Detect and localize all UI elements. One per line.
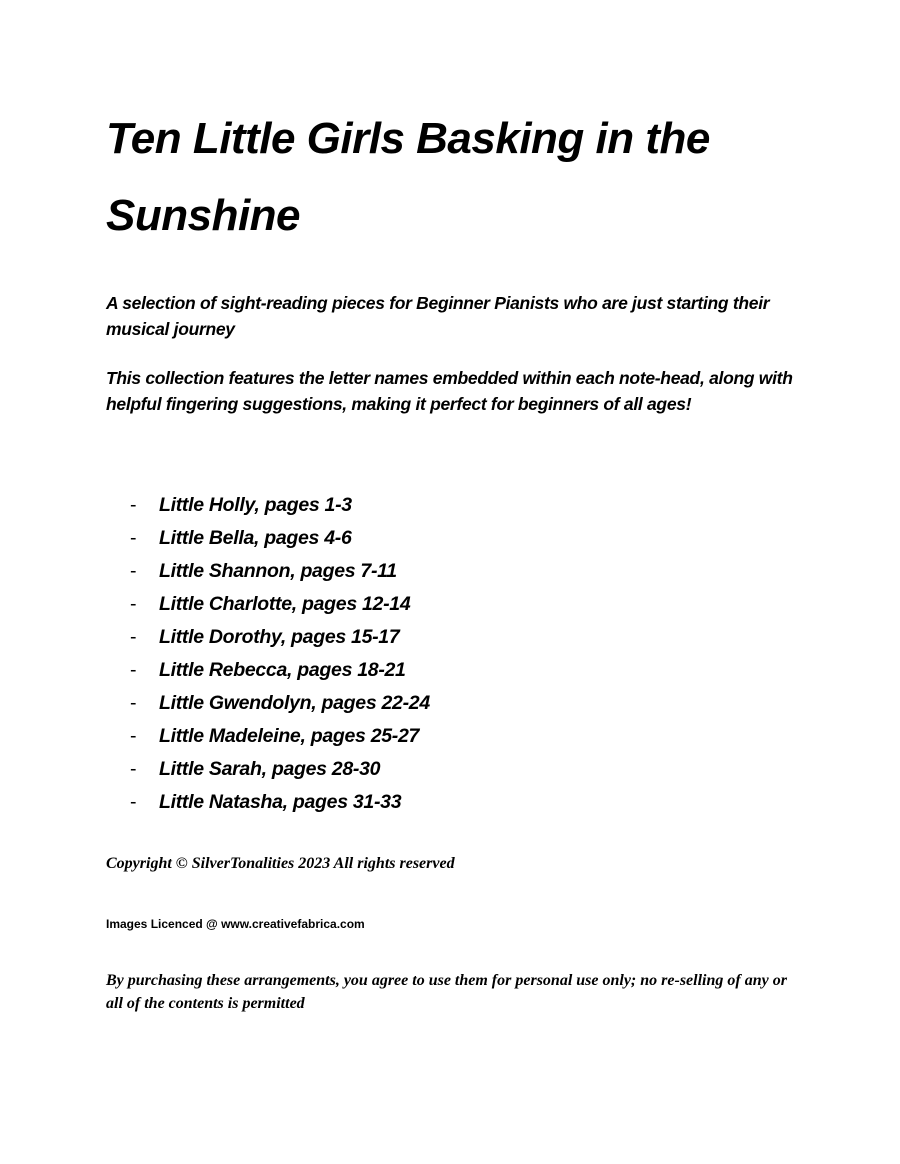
bullet-dash: - (130, 593, 137, 615)
bullet-dash: - (130, 659, 137, 681)
contents-entry: Little Gwendolyn, pages 22-24 (159, 692, 430, 714)
contents-entry: Little Rebecca, pages 18-21 (159, 659, 406, 681)
list-item (130, 787, 430, 820)
list-item (130, 556, 430, 589)
bullet-dash: - (130, 494, 137, 516)
contents-entry: Little Charlotte, pages 12-14 (159, 593, 411, 615)
list-item (130, 688, 430, 721)
list-item (130, 490, 430, 523)
bullet-dash: - (130, 758, 137, 780)
bullet-dash: - (130, 692, 137, 714)
list-item (130, 523, 430, 556)
list-item (130, 754, 430, 787)
intro-features: This collection features the letter names embedded within each note-head, along with helpful fingering suggestions, making it perfect for beginners of all ages! (106, 368, 793, 414)
page-title: Ten Little Girls Basking in the Sunshine (106, 114, 710, 240)
contents-entry: Little Sarah, pages 28-30 (159, 758, 381, 780)
intro-description: A selection of sight-reading pieces for Beginner Pianists who are just starting their musical journey (106, 293, 770, 339)
contents-entry: Little Bella, pages 4-6 (159, 527, 352, 549)
bullet-dash: - (130, 725, 137, 747)
contents-entry: Little Shannon, pages 7-11 (159, 560, 397, 582)
list-item (130, 622, 430, 655)
list-item (130, 589, 430, 622)
bullet-dash: - (130, 791, 137, 813)
list-item (130, 721, 430, 754)
image-licence: Images Licenced @ www.creativefabrica.com (106, 917, 365, 931)
list-item (130, 655, 430, 688)
bullet-dash: - (130, 527, 137, 549)
usage-disclaimer: By purchasing these arrangements, you agree to use them for personal use only; no re-selling of any or all of the contents is permitted (106, 972, 787, 1012)
contents-entry: Little Holly, pages 1-3 (159, 494, 352, 516)
copyright-notice: Copyright © SilverTonalities 2023 All rights reserved (106, 855, 455, 872)
contents-entry: Little Natasha, pages 31-33 (159, 791, 402, 813)
contents-list (130, 490, 430, 820)
contents-entry: Little Dorothy, pages 15-17 (159, 626, 400, 648)
bullet-dash: - (130, 560, 137, 582)
contents-entry: Little Madeleine, pages 25-27 (159, 725, 420, 747)
bullet-dash: - (130, 626, 137, 648)
